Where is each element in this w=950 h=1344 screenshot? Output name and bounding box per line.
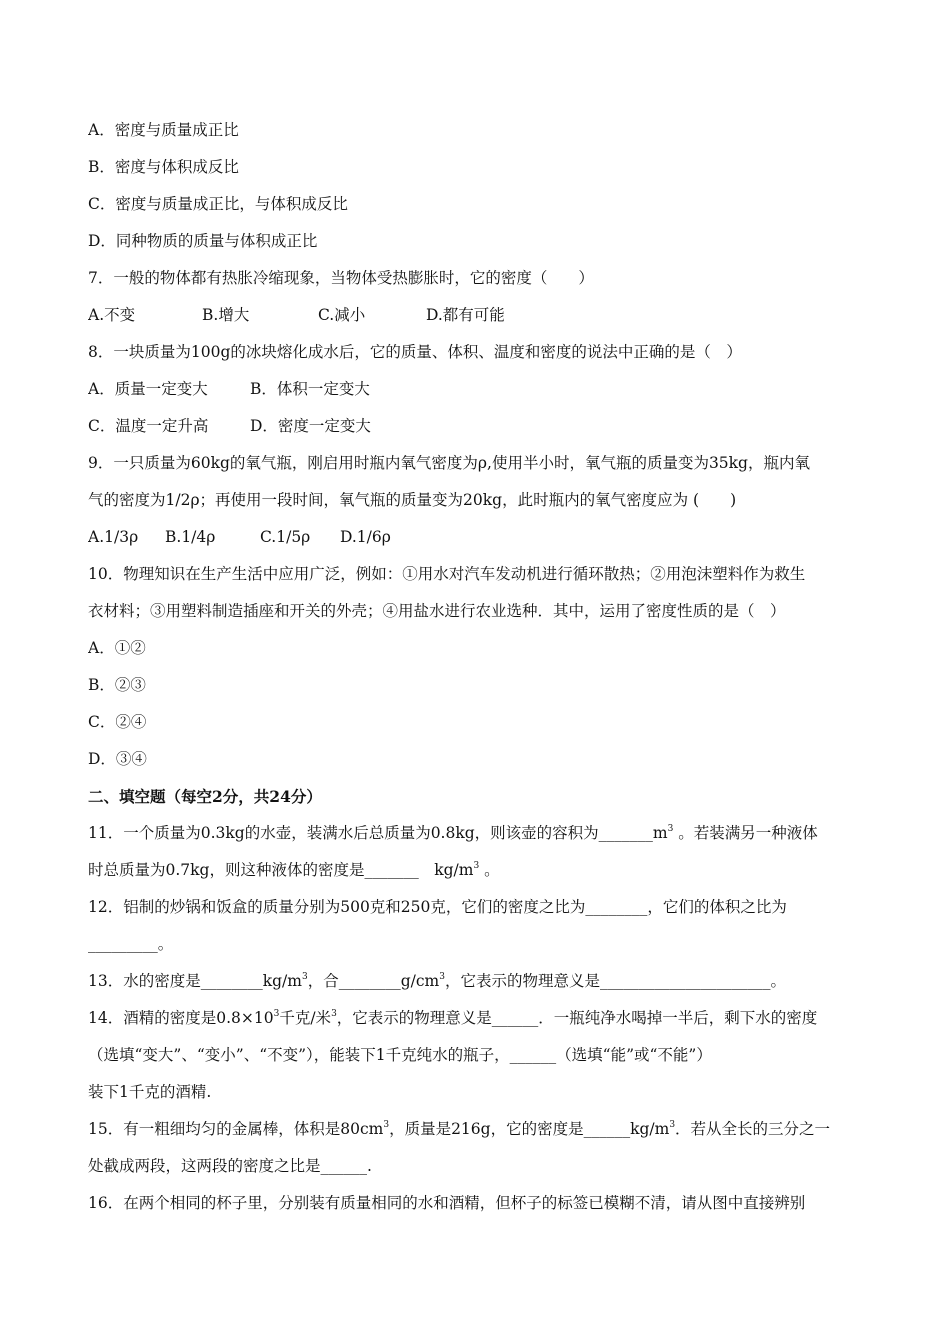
q14-line1 (88, 1000, 866, 1037)
q7-option-c: C.减小 (318, 306, 366, 324)
q6-option-c: C．密度与质量成正比，与体积成反比 (88, 195, 348, 213)
q16-line1: 16．在两个相同的杯子里，分别装有质量相同的水和酒精，但杯子的标签已模糊不清，请从图中直接辨别 (88, 1194, 806, 1212)
q11-density-exponent: 3 (473, 860, 480, 871)
q13-text-c: ，它表示的物理意义是______________________。 (444, 972, 786, 990)
q13-text-b: ，合________g/cm (307, 972, 440, 990)
q13-exponent-1: 3 (301, 971, 308, 982)
q10-option-d: D．③④ (88, 750, 147, 768)
q7-option-d: D.都有可能 (426, 306, 505, 324)
q13-text-a: 13．水的密度是________kg/m (88, 972, 302, 990)
q11-unit-exponent: 3 (667, 823, 674, 834)
q12-line1: 12．铝制的炒锅和饭盒的质量分别为500克和250克，它们的密度之比为________，它们的体积之比为 (88, 898, 787, 916)
q9-option-c: C.1/5ρ (260, 528, 311, 546)
q15-exponent-2: 3 (669, 1119, 676, 1130)
q11-line2 (88, 852, 866, 889)
q7-options (88, 297, 866, 334)
q8-stem: 8．一块质量为100g的冰块熔化成水后，它的质量、体积、温度和密度的说法中正确的是（ ） (88, 343, 742, 361)
q13-line (88, 963, 866, 1000)
q14-text-a: 14．酒精的密度是0.8×10 (88, 1009, 274, 1027)
q15-text-a: 15．有一粗细均匀的金属棒，体积是80cm (88, 1120, 384, 1138)
q9-option-a: A.1/3ρ (88, 528, 139, 546)
q7-option-b: B.增大 (202, 306, 250, 324)
q14-text-b: 千克/米 (279, 1009, 332, 1027)
q14-line2: （选填“变大”、“变小”、“不变”），能装下1千克纯水的瓶子，______（选填“能”或“不能”） (88, 1046, 712, 1064)
q8-option-b: B．体积一定变大 (250, 380, 370, 398)
q6-option-a: A．密度与质量成正比 (88, 121, 239, 139)
q8-options-cd (88, 408, 866, 445)
q14-exponent-2: 3 (331, 1008, 337, 1019)
q15-text-b: ，质量是216g，它的密度是______kg/m (389, 1120, 670, 1138)
q8-options-ab (88, 371, 866, 408)
q10-option-a: A．①② (88, 639, 146, 657)
section-title-fill-in: 二、填空题（每空2分，共24分） (88, 787, 322, 806)
q14-exponent-1: 3 (273, 1008, 280, 1019)
q11-line2-text: 时总质量为0.7kg，则这种液体的密度是_______ kg/m (88, 861, 474, 879)
q15-exponent-1: 3 (383, 1119, 390, 1130)
q10-option-b: B．②③ (88, 676, 146, 694)
q11-line1-text: 11．一个质量为0.3kg的水壶，装满水后总质量为0.8kg，则该壶的容积为_______m (88, 824, 668, 842)
q15-line2: 处截成两段，这两段的密度之比是______. (88, 1157, 372, 1175)
q7-stem: 7．一般的物体都有热胀冷缩现象，当物体受热膨胀时，它的密度（ ） (88, 269, 594, 287)
q9-line1: 9．一只质量为60kg的氧气瓶，刚启用时瓶内氧气密度为ρ,使用半小时，氧气瓶的质量变为35kg，瓶内氧 (88, 454, 810, 472)
exam-page (88, 112, 866, 1222)
q14-line3: 装下1千克的酒精. (88, 1083, 212, 1101)
q10-line1: 10．物理知识在生产生活中应用广泛，例如：①用水对汽车发动机进行循环散热；②用泡沫塑料作为救生 (88, 565, 806, 583)
q12-line2: _________。 (88, 935, 174, 953)
q8-option-c: C．温度一定升高 (88, 417, 209, 435)
q13-exponent-2: 3 (439, 971, 445, 982)
q11-line2-tail: 。 (484, 861, 500, 879)
q8-option-a: A．质量一定变大 (88, 380, 208, 398)
q9-option-d: D.1/6ρ (340, 528, 391, 546)
q7-option-a: A.不变 (88, 306, 136, 324)
q8-option-d: D．密度一定变大 (250, 417, 371, 435)
q9-line2: 气的密度为1/2ρ；再使用一段时间，氧气瓶的质量变为20kg，此时瓶内的氧气密度应为 ( ) (88, 491, 737, 509)
q15-text-c: ．若从全长的三分之一 (675, 1120, 831, 1138)
q6-option-d: D．同种物质的质量与体积成正比 (88, 232, 318, 250)
q14-text-c: ，它表示的物理意义是______．一瓶纯净水喝掉一半后，剩下水的密度 (336, 1009, 818, 1027)
q15-line1 (88, 1111, 866, 1148)
q6-option-b: B．密度与体积成反比 (88, 158, 239, 176)
q11-line1 (88, 815, 866, 852)
q11-line1-tail: 。若装满另一种液体 (678, 824, 818, 842)
q10-option-c: C．②④ (88, 713, 147, 731)
q10-line2: 衣材料；③用塑料制造插座和开关的外壳；④用盐水进行农业选种．其中，运用了密度性质的是（ ） (88, 602, 786, 620)
q9-option-b: B.1/4ρ (165, 528, 216, 546)
q9-options (88, 519, 866, 556)
